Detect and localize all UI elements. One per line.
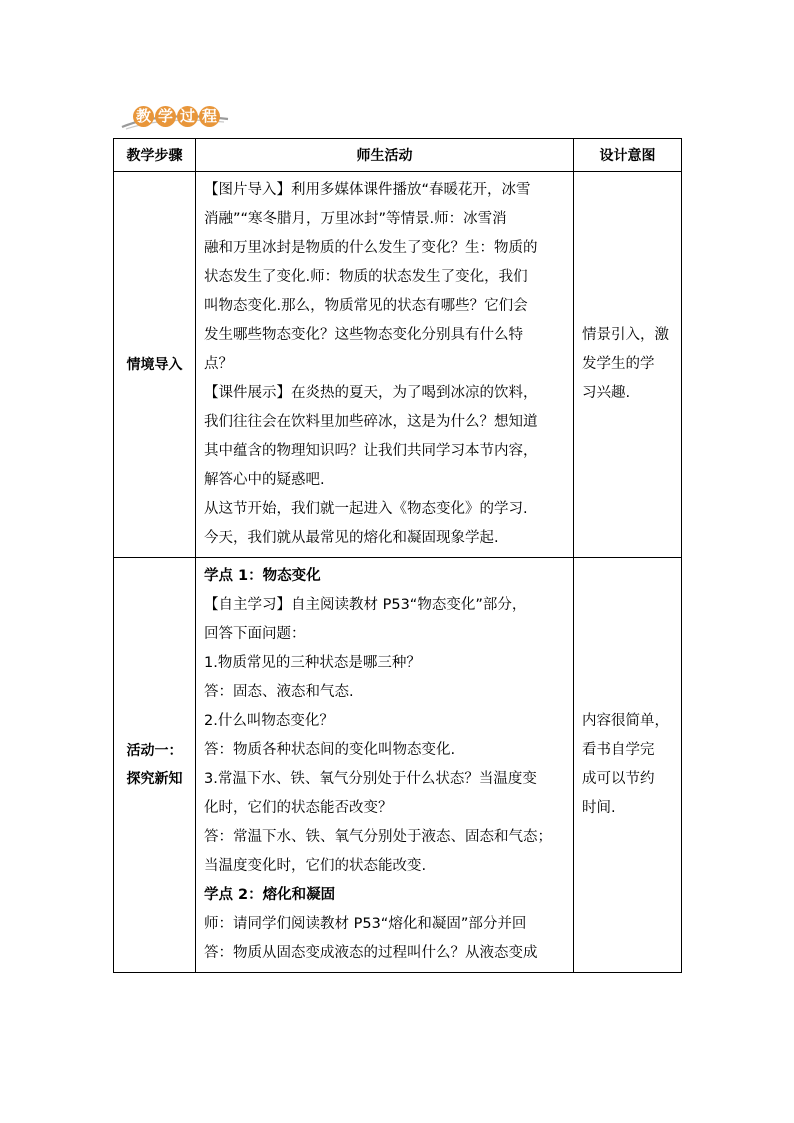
activity-line: 3.常温下水、铁、氧气分别处于什么状态？当温度变 [204, 771, 537, 787]
lesson-process-table [113, 138, 682, 973]
activity-line: 当温度变化时，它们的状态能改变. [204, 858, 427, 874]
banner-char: 过 [177, 106, 198, 127]
banner-char: 教 [133, 106, 154, 127]
activity-line: 解答心中的疑惑吧. [204, 472, 325, 488]
activity-line: 发生哪些物态变化？这些物态变化分别具有什么特 [204, 327, 523, 343]
activity-line: 师：请同学们阅读教材 P53“熔化和凝固”部分并回 [204, 916, 527, 932]
activity-cell [196, 558, 574, 973]
header-step: 教学步骤 [114, 139, 196, 172]
activity-line: 点？ [204, 356, 233, 372]
activity-cell [196, 172, 574, 558]
intent-line: 习兴趣. [582, 385, 631, 401]
intent-line: 成可以节约 [582, 771, 655, 787]
activity-line: 答：物质各种状态间的变化叫物态变化. [204, 742, 456, 758]
activity-line: 【图片导入】利用多媒体课件播放“春暖花开，冰雪 [204, 182, 531, 198]
banner-title [133, 106, 220, 127]
intent-line: 情景引入，激 [582, 327, 669, 343]
activity-line: 答：固态、液态和气态. [204, 684, 354, 700]
activity-line: 叫物态变化.那么，物质常见的状态有哪些？它们会 [204, 298, 528, 314]
table-header-row [114, 139, 682, 172]
activity-line: 【课件展示】在炎热的夏天，为了喝到冰凉的饮料， [204, 385, 538, 401]
step-label: 活动一： [126, 743, 183, 759]
activity-line: 2.什么叫物态变化？ [204, 713, 334, 729]
intent-cell [574, 558, 682, 973]
activity-line: 从这节开始，我们就一起进入《物态变化》的学习. [204, 501, 528, 517]
activity-line: 回答下面问题： [204, 626, 306, 642]
table-row [114, 558, 682, 973]
intent-line: 时间. [582, 800, 616, 816]
step-label: 情境导入 [126, 356, 183, 373]
table-row [114, 172, 682, 558]
banner-char: 学 [155, 106, 176, 127]
activity-line: 我们往往会在饮料里加些碎冰，这是为什么？想知道 [204, 414, 538, 430]
intent-line: 发学生的学 [582, 356, 655, 372]
section-heading: 学点 2：熔化和凝固 [204, 887, 336, 903]
activity-line: 融和万里冰封是物质的什么发生了变化？生：物质的 [204, 240, 538, 256]
intent-cell [574, 172, 682, 558]
step-cell [114, 172, 196, 558]
activity-line: 答：常温下水、铁、氧气分别处于液态、固态和气态； [204, 829, 552, 845]
section-heading: 学点 1：物态变化 [204, 568, 321, 584]
activity-line: 化时，它们的状态能否改变？ [204, 800, 393, 816]
activity-line: 今天，我们就从最常见的熔化和凝固现象学起. [204, 530, 499, 546]
intent-line: 内容很简单， [582, 713, 669, 729]
step-cell [114, 558, 196, 973]
activity-line: 【自主学习】自主阅读教材 P53“物态变化”部分， [204, 597, 527, 613]
banner-char: 程 [199, 106, 220, 127]
intent-line: 看书自学完 [582, 742, 655, 758]
activity-line: 答：物质从固态变成液态的过程叫什么？从液态变成 [204, 945, 538, 961]
activity-line: 状态发生了变化.师：物质的状态发生了变化，我们 [204, 269, 528, 285]
section-banner [120, 103, 230, 131]
activity-line: 消融”“寒冬腊月，万里冰封”等情景.师：冰雪消 [204, 211, 507, 227]
header-intent: 设计意图 [574, 139, 682, 172]
activity-line: 其中蕴含的物理知识吗？让我们共同学习本节内容， [204, 443, 538, 459]
step-label: 探究新知 [126, 771, 183, 787]
header-activity: 师生活动 [196, 139, 574, 172]
activity-line: 1.物质常见的三种状态是哪三种？ [204, 655, 421, 671]
